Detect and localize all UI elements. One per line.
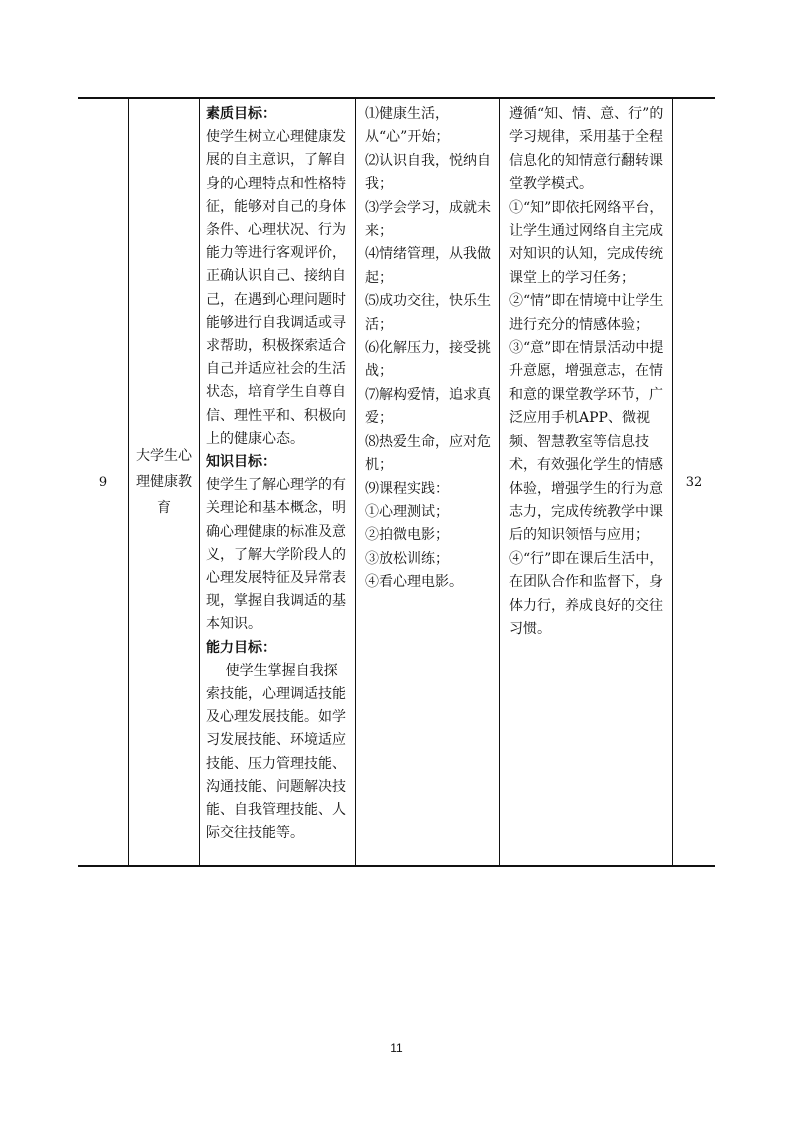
content-item: ⑹化解压力，接受挑战； (365, 340, 491, 380)
ability-goal-text: 使学生掌握自我探索技能，心理调适技能及心理发展技能。如学习发展技能、环境适应技能、压力管理技能、沟通技能、问题解决技能、自我管理技能、人际交往技能等。 (206, 662, 346, 842)
method-intro: 遵循“知、情、意、行”的学习规律，采用基于全程信息化的知情意行翻转课堂教学模式。 (509, 106, 664, 193)
course-hours: 32 (685, 474, 703, 490)
curriculum-table (78, 97, 715, 867)
content-item: ⑴健康生活，从“心”开始； (365, 106, 450, 146)
quality-goal-heading: 素质目标： (206, 106, 276, 122)
quality-goal-text: 使学生树立心理健康发展的自主意识，了解自身的心理特点和性格特征，能够对自己的身体条件、心理状况、行为能力等进行客观评价，正确认识自己、接纳自己，在遇到心理问题时能够进行自我调适或寻求帮助，积极探索适合自己并适应社会的生活状态，培育学生自尊自信、理性平和、积极向上的健康心态。 (206, 129, 346, 447)
method-item: ③“意”即在情景活动中提升意愿，增强意志，在情和意的课堂教学环节，广泛应用手机APP、微视频、智慧教室等信息技术，有效强化学生的情感体验，增强学生的行为意志力，完成传统教学中课后的知识领悟与应用； (509, 340, 664, 544)
content-item: ③放松训练； (365, 550, 449, 567)
content-item: ⑺解构爱情，追求真爱； (365, 386, 491, 427)
content-item: ⑵认识自我，悦纳自我； (365, 152, 491, 193)
knowledge-goal-heading: 知识目标： (206, 454, 276, 471)
ability-goal-heading: 能力目标： (206, 639, 276, 656)
content-item: ⑶学会学习，成就未来； (365, 199, 491, 240)
content-item: ⑼课程实践： (365, 480, 449, 497)
method-item: ④“行”即在课后生活中，在团队合作和监督下，身体力行，养成良好的交往习惯。 (509, 550, 664, 637)
course-content (357, 97, 499, 595)
content-item: ①心理测试； (365, 503, 449, 520)
content-item: ⑻热爱生命，应对危机； (365, 433, 491, 474)
column-divider (355, 97, 356, 867)
content-item: ④看心理电影。 (365, 574, 463, 591)
knowledge-goal-text: 使学生了解心理学的有关理论和基本概念，明确心理健康的标准及意义，了解大学阶段人的心理发展特征及异常表现，掌握自我调适的基本知识。 (206, 477, 346, 633)
content-item: ⑸成功交往，快乐生活； (365, 293, 491, 333)
teaching-method (501, 97, 672, 641)
content-item: ⑷情绪管理，从我做起； (365, 246, 491, 286)
method-item: ①“知”即依托网络平台，让学生通过网络自主完成对知识的认知，完成传统课堂上的学习任务； (509, 199, 664, 286)
row-number: 9 (98, 474, 108, 490)
method-item: ②“情”即在情境中让学生进行充分的情感体验； (509, 293, 664, 333)
course-goals (200, 97, 355, 846)
page-number: 11 (390, 1041, 403, 1055)
course-name: 大学生心理健康教育 (136, 448, 192, 516)
column-divider (499, 97, 500, 867)
content-item: ②拍微电影； (365, 527, 449, 544)
